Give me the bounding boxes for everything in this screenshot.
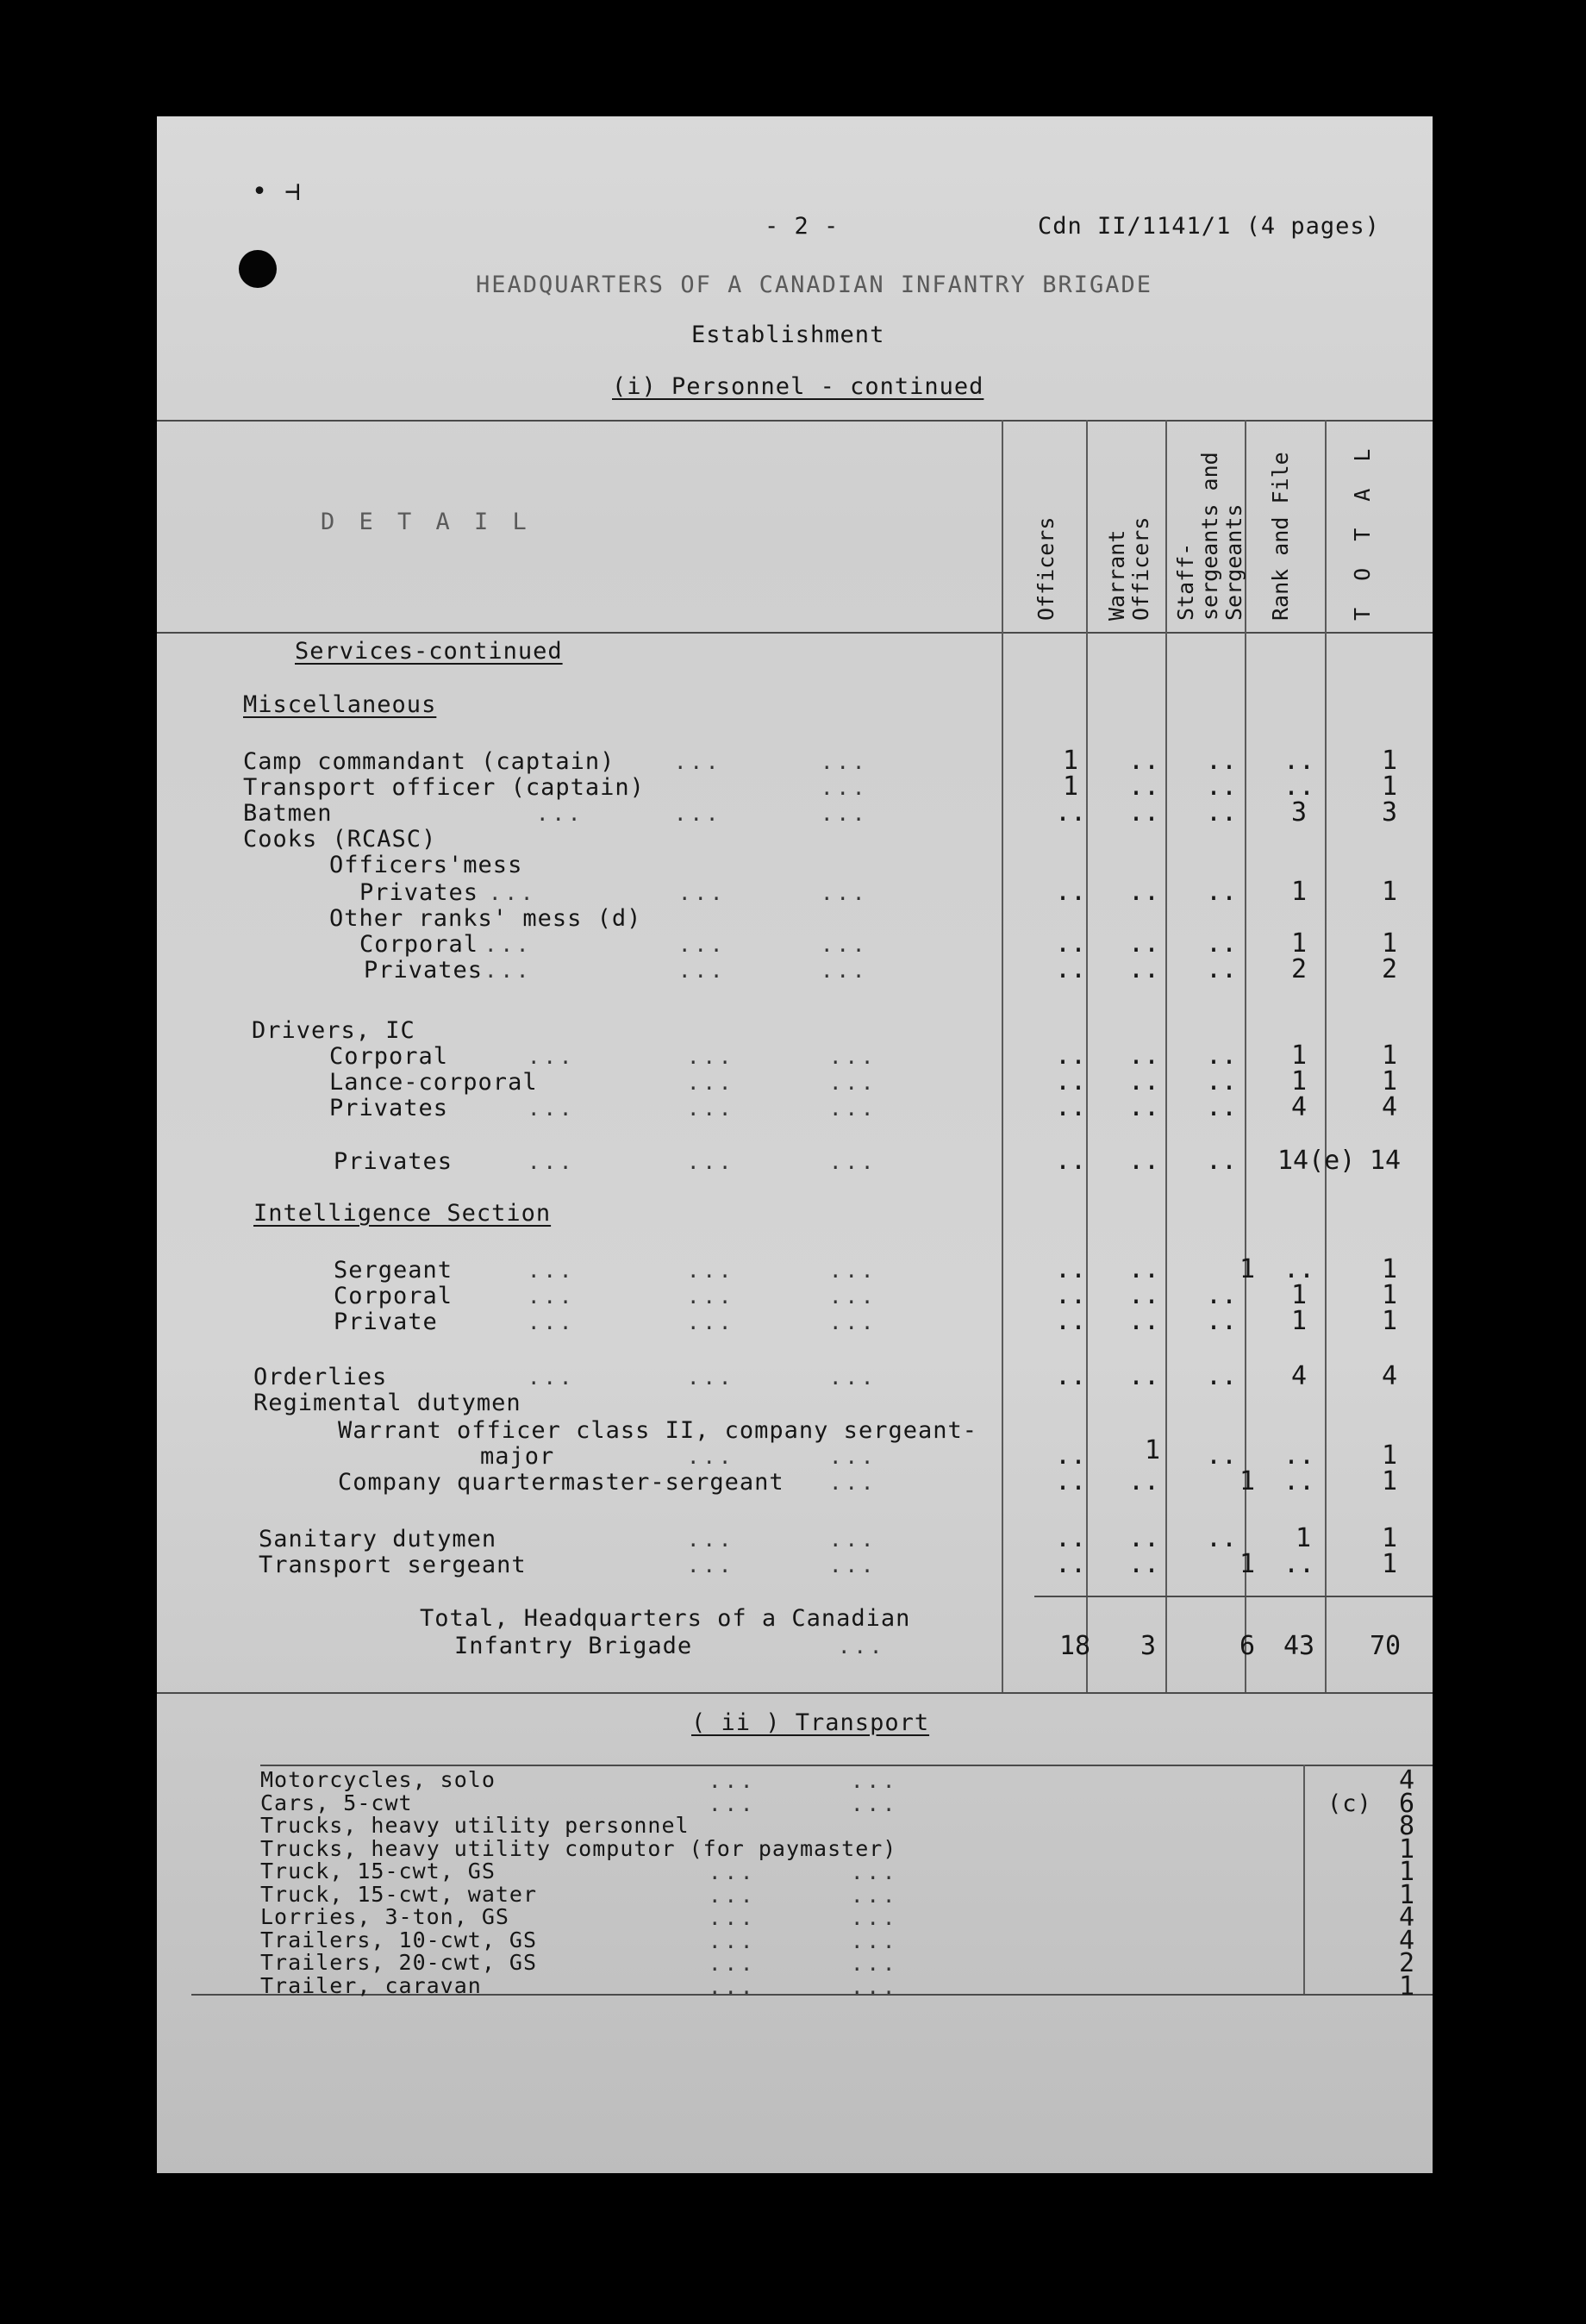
rf-value: 4 (1290, 1092, 1308, 1122)
leader-dots: ... (687, 1527, 735, 1552)
sergeants-column-header: Staff- sergeants and Sergeants (1173, 452, 1246, 621)
leader-dots: ... (687, 1096, 735, 1121)
column-divider (1325, 420, 1327, 1692)
row-label: Batmen (243, 800, 333, 827)
column-divider (1002, 420, 1003, 1692)
rf-value: 3 (1290, 797, 1308, 828)
personnel-bottom-rule (157, 1692, 1433, 1694)
total-value: 4 (1381, 1092, 1398, 1122)
officers-value: .. (1054, 1280, 1087, 1310)
rf-value: .. (1283, 1440, 1315, 1471)
leader-dots: ... (851, 1928, 899, 1953)
leader-dots: ... (851, 1952, 899, 1976)
officers-value: .. (1054, 1306, 1087, 1336)
officers-value: .. (1054, 1146, 1087, 1176)
row-label: Camp commandant (captain) (243, 748, 615, 775)
transport-item-qty: 4 (1398, 1925, 1415, 1956)
leader-dots: ... (851, 1860, 899, 1884)
leader-dots: ... (687, 1365, 735, 1390)
leader-dots: ... (678, 881, 727, 905)
row-label: Privates (329, 1095, 449, 1121)
leader-dots: ... (528, 1284, 576, 1309)
officers-value: .. (1054, 1549, 1087, 1579)
total-label: Infantry Brigade (454, 1633, 693, 1659)
sgt-value: .. (1205, 928, 1238, 959)
transport-item-qty: 2 (1398, 1948, 1415, 1978)
officers-value: 1 (1062, 772, 1079, 802)
transport-note: (c) (1327, 1790, 1372, 1817)
row-label: Sergeant (334, 1257, 453, 1284)
sgt-value: .. (1205, 1146, 1238, 1176)
sgt-value: .. (1205, 954, 1238, 984)
row-label-line1: Warrant officer class II, company sergeant- (338, 1417, 977, 1444)
leader-dots: ... (687, 1310, 735, 1334)
leader-dots: ... (829, 1471, 877, 1495)
row-label: Corporal (329, 1043, 449, 1070)
rf-value: 1 (1290, 1066, 1308, 1096)
leader-dots: ... (687, 1045, 735, 1069)
total-value: 1 (1381, 1040, 1398, 1071)
officers-value: .. (1054, 954, 1087, 984)
grand-total: 70 (1369, 1631, 1402, 1661)
wo-value: .. (1127, 1092, 1160, 1122)
transport-qty-divider (1303, 1765, 1305, 1994)
leader-dots: ... (678, 933, 727, 957)
sgt-value: .. (1205, 1066, 1238, 1096)
leader-dots: ... (829, 1045, 877, 1069)
group-label: Drivers, IC (252, 1017, 415, 1044)
total-column-header: T O T A L (1350, 441, 1375, 621)
group-label: Regimental dutymen (253, 1390, 521, 1416)
transport-item-label: Trailer, caravan (260, 1972, 482, 1998)
transport-item-label: Trailers, 20-cwt, GS (260, 1950, 538, 1975)
leader-dots: ... (829, 1150, 877, 1174)
wo-value: .. (1127, 928, 1160, 959)
sgt-value: .. (1205, 1440, 1238, 1471)
total-value: 1 (1381, 1549, 1398, 1579)
transport-item-qty: 1 (1398, 1834, 1415, 1865)
total-top-rule (1034, 1596, 1433, 1597)
leader-dots: ... (484, 959, 533, 983)
total-value: 1 (1381, 1066, 1398, 1096)
officers-column-header: Officers (1033, 516, 1058, 621)
sgt-value: .. (1205, 1361, 1238, 1391)
miscellaneous-heading: Miscellaneous (243, 691, 437, 718)
page-number: - 2 - (765, 213, 840, 240)
transport-item-qty: 1 (1398, 1971, 1415, 2002)
sgt-value: .. (1205, 1280, 1238, 1310)
total-value: 2 (1381, 954, 1398, 984)
row-label: Orderlies (253, 1364, 388, 1390)
wo-value: .. (1127, 1146, 1160, 1176)
leader-dots: ... (821, 881, 869, 905)
leader-dots: ... (709, 1906, 757, 1930)
leader-dots: ... (528, 1096, 576, 1121)
total-value: 4 (1381, 1361, 1398, 1391)
document-reference: Cdn II/1141/1 (4 pages) (1038, 213, 1380, 240)
officers-value: .. (1054, 1092, 1087, 1122)
leader-dots: ... (687, 1071, 735, 1095)
officers-value: .. (1054, 1254, 1087, 1284)
transport-item-label: Truck, 15-cwt, GS (260, 1859, 496, 1884)
rf-value: .. (1283, 1549, 1315, 1579)
sgt-value: .. (1205, 1040, 1238, 1071)
leader-dots: ... (489, 881, 537, 905)
transport-item-qty: 4 (1398, 1902, 1415, 1933)
sgt-value: 1 (1239, 1549, 1256, 1579)
rf-value: 14(e) (1277, 1146, 1356, 1176)
leader-dots: ... (678, 959, 727, 983)
transport-item-label: Trailers, 10-cwt, GS (260, 1927, 538, 1952)
leader-dots: ... (687, 1150, 735, 1174)
group-label: Cooks (RCASC) (243, 826, 437, 853)
leader-dots: ... (821, 776, 869, 800)
wo-value: .. (1127, 1523, 1160, 1553)
leader-dots: ... (851, 1906, 899, 1930)
rf-value: 4 (1290, 1361, 1308, 1391)
transport-item-qty: 8 (1398, 1811, 1415, 1841)
total-value: 1 (1381, 1466, 1398, 1496)
total-value: 14 (1369, 1146, 1402, 1176)
row-label: Private (334, 1309, 438, 1335)
wo-value: .. (1127, 1254, 1160, 1284)
wo-total: 3 (1140, 1631, 1157, 1661)
leader-dots: ... (709, 1791, 757, 1816)
officers-value: 1 (1062, 746, 1079, 776)
transport-item-qty: 1 (1398, 1879, 1415, 1910)
transport-item-qty: 6 (1398, 1788, 1415, 1819)
sgt-value: .. (1205, 1306, 1238, 1336)
wo-value: .. (1127, 1361, 1160, 1391)
leader-dots: ... (709, 1952, 757, 1976)
transport-item-label: Truck, 15-cwt, water (260, 1881, 538, 1907)
services-continued-heading: Services-continued (295, 638, 563, 665)
leader-dots: ... (528, 1045, 576, 1069)
punch-hole (239, 250, 277, 288)
rf-total: 43 (1283, 1631, 1315, 1661)
row-label: Corporal (359, 931, 479, 958)
wo-value: .. (1127, 1040, 1160, 1071)
total-value: 3 (1381, 797, 1398, 828)
sgt-value: .. (1205, 1523, 1238, 1553)
leader-dots: ... (674, 750, 722, 774)
officers-value: .. (1054, 1440, 1087, 1471)
total-value: 1 (1381, 746, 1398, 776)
row-label: Corporal (334, 1283, 453, 1309)
header-bottom-rule (157, 632, 1433, 634)
row-label: Company quartermaster-sergeant (338, 1469, 784, 1496)
wo-value: 1 (1144, 1435, 1161, 1465)
rf-value: 1 (1290, 1040, 1308, 1071)
rf-value: .. (1283, 772, 1315, 802)
total-label-line1: Total, Headquarters of a Canadian (420, 1605, 911, 1632)
leader-dots: ... (829, 1071, 877, 1095)
wo-value: .. (1127, 954, 1160, 984)
corner-mark: • ⊣ (252, 177, 302, 207)
transport-item-qty: 4 (1398, 1765, 1415, 1796)
sgt-value: .. (1205, 1092, 1238, 1122)
wo-value: .. (1127, 1549, 1160, 1579)
leader-dots: ... (829, 1445, 877, 1469)
leader-dots: ... (829, 1310, 877, 1334)
officers-value: .. (1054, 877, 1087, 907)
leader-dots: ... (821, 959, 869, 983)
rank-and-file-column-header: Rank and File (1268, 452, 1293, 621)
rf-value: 1 (1290, 1280, 1308, 1310)
row-label: Privates (364, 957, 484, 984)
wo-value: .. (1127, 1466, 1160, 1496)
leader-dots: ... (851, 1974, 899, 1999)
rf-value: .. (1283, 1466, 1315, 1496)
officers-value: .. (1054, 1066, 1087, 1096)
leader-dots: ... (829, 1365, 877, 1390)
rf-value: 2 (1290, 954, 1308, 984)
transport-item-label: Trucks, heavy utility personnel (260, 1813, 690, 1838)
warrant-officers-column-header: Warrant Officers (1104, 516, 1153, 621)
sgt-value: .. (1205, 772, 1238, 802)
rf-value: 1 (1295, 1523, 1312, 1553)
leader-dots: ... (687, 1445, 735, 1469)
sgt-value: .. (1205, 746, 1238, 776)
leader-dots: ... (829, 1284, 877, 1309)
officers-value: .. (1054, 1523, 1087, 1553)
officers-total: 18 (1058, 1631, 1091, 1661)
sgt-value: 1 (1239, 1466, 1256, 1496)
total-value: 1 (1381, 1254, 1398, 1284)
leader-dots: ... (709, 1974, 757, 1999)
transport-item-label: Lorries, 3-ton, GS (260, 1904, 509, 1929)
leader-dots: ... (528, 1259, 576, 1283)
leader-dots: ... (528, 1150, 576, 1174)
transport-top-rule (260, 1765, 1433, 1766)
group-label: Other ranks' mess (d) (329, 905, 642, 932)
officers-value: .. (1054, 1361, 1087, 1391)
rf-value: 1 (1290, 928, 1308, 959)
total-value: 1 (1381, 928, 1398, 959)
leader-dots: ... (709, 1883, 757, 1908)
wo-value: .. (1127, 746, 1160, 776)
leader-dots: ... (709, 1860, 757, 1884)
leader-dots: ... (829, 1553, 877, 1577)
sgt-value: 1 (1239, 1254, 1256, 1284)
leader-dots: ... (709, 1769, 757, 1793)
section-heading: (i) Personnel - continued (612, 373, 984, 400)
leader-dots: ... (709, 1928, 757, 1953)
row-label: Sanitary dutymen (259, 1526, 497, 1552)
total-value: 1 (1381, 1306, 1398, 1336)
row-label: Transport sergeant (259, 1552, 527, 1578)
document-page (157, 116, 1433, 2173)
leader-dots: ... (851, 1791, 899, 1816)
leader-dots: ... (851, 1883, 899, 1908)
leader-dots: ... (851, 1769, 899, 1793)
leader-dots: ... (829, 1096, 877, 1121)
leader-dots: ... (821, 802, 869, 826)
leader-dots: ... (536, 802, 584, 826)
leader-dots: ... (838, 1634, 886, 1659)
rf-value: .. (1283, 746, 1315, 776)
transport-item-label: Cars, 5-cwt (260, 1790, 413, 1815)
intelligence-heading: Intelligence Section (253, 1200, 552, 1227)
total-value: 1 (1381, 1280, 1398, 1310)
leader-dots: ... (484, 933, 533, 957)
document-title: HEADQUARTERS OF A CANADIAN INFANTRY BRIGADE (476, 272, 1152, 298)
total-value: 1 (1381, 772, 1398, 802)
wo-value: .. (1127, 772, 1160, 802)
transport-heading: ( ii ) Transport (691, 1709, 930, 1736)
leader-dots: ... (528, 1310, 576, 1334)
row-label: Lance-corporal (329, 1069, 538, 1096)
row-label: Privates (359, 879, 479, 906)
leader-dots: ... (829, 1259, 877, 1283)
wo-value: .. (1127, 1066, 1160, 1096)
table-top-rule (157, 420, 1433, 422)
sgt-value: .. (1205, 797, 1238, 828)
wo-value: .. (1127, 1306, 1160, 1336)
rf-value: 1 (1290, 1306, 1308, 1336)
transport-item-label: Trucks, heavy utility computor (for paymaster) (260, 1835, 897, 1861)
officers-value: .. (1054, 1466, 1087, 1496)
leader-dots: ... (687, 1284, 735, 1309)
leader-dots: ... (821, 750, 869, 774)
rf-value: 1 (1290, 877, 1308, 907)
leader-dots: ... (674, 802, 722, 826)
officers-value: .. (1054, 1040, 1087, 1071)
detail-column-header: D E T A I L (321, 509, 532, 535)
leader-dots: ... (687, 1553, 735, 1577)
column-divider (1165, 420, 1167, 1692)
sgt-total: 6 (1239, 1631, 1256, 1661)
leader-dots: ... (528, 1365, 576, 1390)
total-value: 1 (1381, 1440, 1398, 1471)
total-value: 1 (1381, 1523, 1398, 1553)
total-value: 1 (1381, 877, 1398, 907)
leader-dots: ... (821, 933, 869, 957)
officers-value: .. (1054, 928, 1087, 959)
transport-item-qty: 1 (1398, 1857, 1415, 1887)
leader-dots: ... (687, 1259, 735, 1283)
rf-value: .. (1283, 1254, 1315, 1284)
wo-value: .. (1127, 1280, 1160, 1310)
officers-value: .. (1054, 797, 1087, 828)
row-label: Privates (334, 1148, 453, 1175)
row-label: major (480, 1443, 555, 1470)
wo-value: .. (1127, 797, 1160, 828)
row-label: Transport officer (captain) (243, 774, 645, 801)
sgt-value: .. (1205, 877, 1238, 907)
leader-dots: ... (829, 1527, 877, 1552)
document-subtitle: Establishment (691, 322, 885, 348)
group-label: Officers'mess (329, 852, 523, 878)
wo-value: .. (1127, 877, 1160, 907)
transport-item-label: Motorcycles, solo (260, 1767, 496, 1792)
